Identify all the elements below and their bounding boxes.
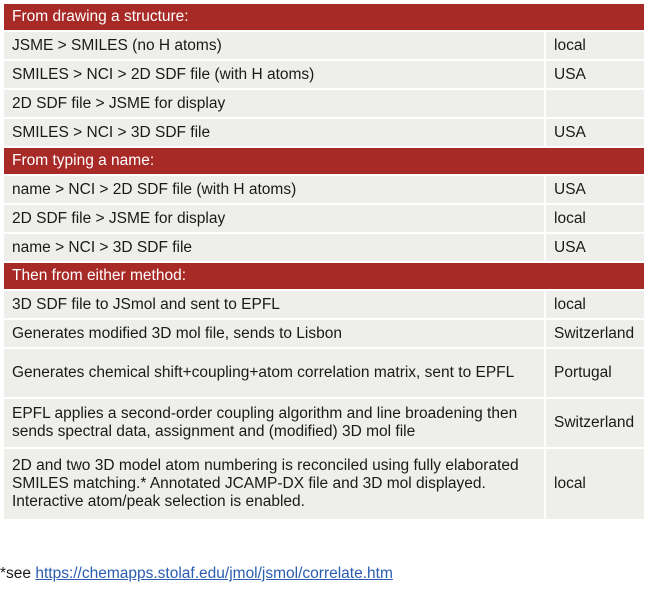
location-cell: Switzerland	[545, 398, 645, 448]
footnote-prefix: *see	[0, 565, 36, 582]
section-header-name	[3, 147, 645, 175]
step-cell: 3D SDF file to JSmol and sent to EPFL	[3, 290, 545, 319]
table-row	[3, 60, 645, 89]
location-cell: USA	[545, 233, 645, 262]
step-cell: SMILES > NCI > 2D SDF file (with H atoms)	[3, 60, 545, 89]
table-row	[3, 204, 645, 233]
location-cell	[545, 89, 645, 118]
step-cell: name > NCI > 2D SDF file (with H atoms)	[3, 175, 545, 204]
section-header-drawing	[3, 3, 645, 31]
step-cell: 2D SDF file > JSME for display	[3, 204, 545, 233]
step-cell: SMILES > NCI > 3D SDF file	[3, 118, 545, 147]
table-row	[3, 89, 645, 118]
step-cell: name > NCI > 3D SDF file	[3, 233, 545, 262]
correlate-link[interactable]: https://chemapps.stolaf.edu/jmol/jsmol/correlate.htm	[35, 565, 393, 582]
section-title: From drawing a structure:	[3, 3, 645, 31]
section-title: From typing a name:	[3, 147, 645, 175]
table-row	[3, 398, 645, 448]
section-title: Then from either method:	[3, 262, 645, 290]
step-cell: 2D SDF file > JSME for display	[3, 89, 545, 118]
location-cell: local	[545, 448, 645, 520]
step-cell: JSME > SMILES (no H atoms)	[3, 31, 545, 60]
step-cell: Generates chemical shift+coupling+atom correlation matrix, sent to EPFL	[3, 348, 545, 398]
location-cell: local	[545, 204, 645, 233]
table-row	[3, 175, 645, 204]
location-cell: Portugal	[545, 348, 645, 398]
section-header-either	[3, 262, 645, 290]
table-row	[3, 118, 645, 147]
location-cell: USA	[545, 175, 645, 204]
table-row	[3, 31, 645, 60]
step-cell: 2D and two 3D model atom numbering is reconciled using fully elaborated SMILES matching.* Annotated JCAMP-DX file and 3D mol displayed. Interactive atom/peak selection is enabled.	[3, 448, 545, 520]
footnote	[0, 564, 393, 584]
table-row	[3, 448, 645, 520]
step-cell: Generates modified 3D mol file, sends to Lisbon	[3, 319, 545, 348]
location-cell: Switzerland	[545, 319, 645, 348]
location-cell: local	[545, 290, 645, 319]
workflow-table	[2, 2, 646, 521]
table-row	[3, 348, 645, 398]
location-cell: local	[545, 31, 645, 60]
location-cell: USA	[545, 60, 645, 89]
location-cell: USA	[545, 118, 645, 147]
table-row	[3, 290, 645, 319]
table-row	[3, 319, 645, 348]
table-row	[3, 233, 645, 262]
step-cell: EPFL applies a second-order coupling algorithm and line broadening then sends spectral data, assignment and (modified) 3D mol file	[3, 398, 545, 448]
